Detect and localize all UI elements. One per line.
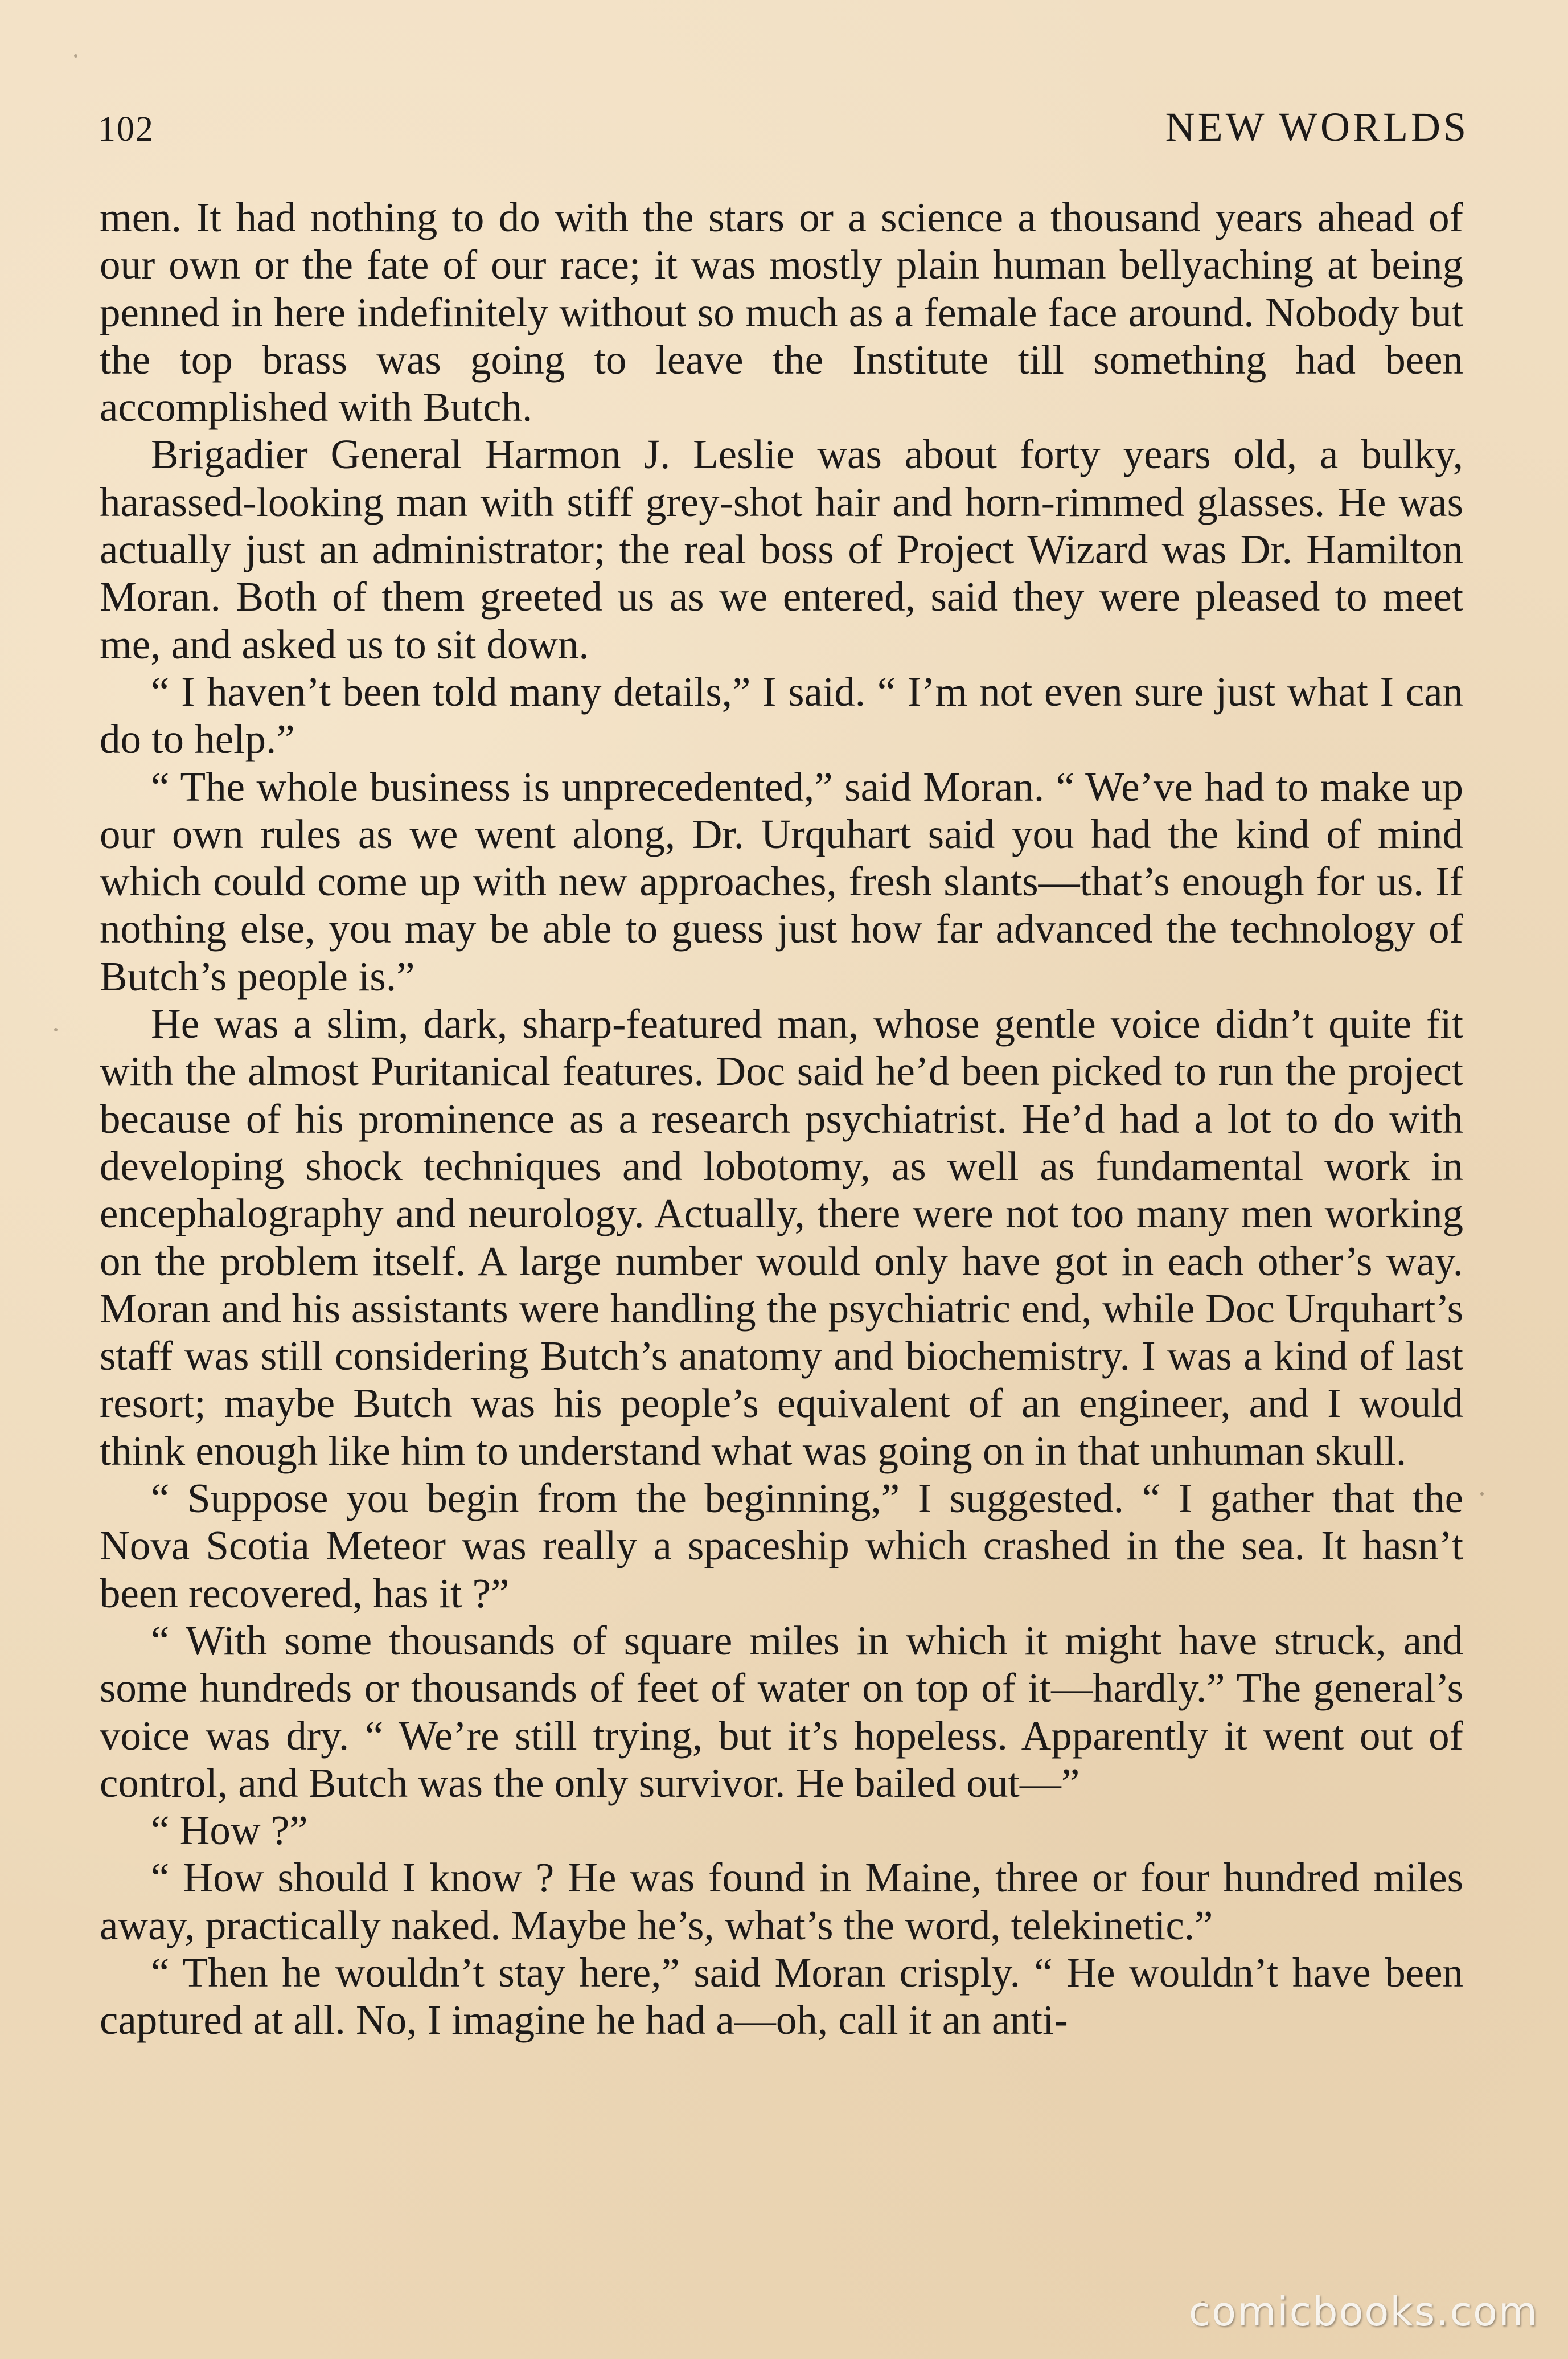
paper-speck	[54, 1028, 58, 1031]
paragraph: “ I haven’t been told many details,” I said. “ I’m not even sure just what I can do to help.”	[100, 668, 1463, 763]
paragraph: “ Suppose you begin from the beginning,” I suggested. “ I gather that the Nova Scotia Meteor was really a spaceship which crashed in the sea. It hasn’t been recovered, has it ?”	[100, 1475, 1463, 1616]
paper-speck	[1480, 1492, 1484, 1496]
paragraph: “ How should I know ? He was found in Maine, three or four hundred miles away, practically naked. Maybe he’s, what’s the word, telekinetic.”	[100, 1854, 1463, 1948]
paragraph: Brigadier General Harmon J. Leslie was about forty years old, a bulky, harassed-looking man with stiff grey-shot hair and horn-rimmed glasses. He was actually just an administrator; the real boss of Project Wizard was Dr. Hamilton Moran. Both of them greeted us as we entered, said they were pleased to meet me, and asked us to sit down.	[100, 431, 1463, 667]
paragraph: He was a slim, dark, sharp-featured man, whose gentle voice didn’t quite fit with the almost Puritanical features. Doc said he’d been picked to run the project because of his prominence as a research psychiatrist. He’d had a lot to do with developing shock techniques and lobotomy, as well as fundamental work in encephalography and neurology. Actually, there were not too many men working on the problem itself. A large number would only have got in each other’s way. Moran and his assistants were handling the psychiatric end, while Doc Urquhart’s staff was still considering Butch’s anatomy and biochemistry. I was a kind of last resort; maybe Butch was his people’s equivalent of an engineer, and I would think enough like him to understand what was going on in that unhuman skull.	[100, 1001, 1463, 1474]
paragraph: men. It had nothing to do with the stars or a science a thousand years ahead of our own or the fate of our race; it was mostly plain human bellyaching at being penned in here indefinitely without so much as a female face around. Nobody but the top brass was going to leave the Institute till something had been accomplished with Butch.	[100, 194, 1463, 431]
paragraph: “ With some thousands of square miles in which it might have struck, and some hundreds or thousands of feet of water on top of it—hardly.” The general’s voice was dry. “ We’re still trying, but it’s hopeless. Apparently it went out of control, and Butch was the only survivor. He bailed out—”	[100, 1617, 1463, 1806]
page-number: 102	[98, 110, 154, 149]
paragraph: “ Then he wouldn’t stay here,” said Moran crisply. “ He wouldn’t have been captured at all. No, I imagine he had a—oh, call it an anti-	[100, 1949, 1463, 2043]
paper-speck	[74, 54, 77, 58]
journal-title: NEW WORLDS	[1165, 104, 1469, 150]
watermark: comicbooks.com	[1188, 2288, 1538, 2335]
body-text	[100, 194, 1463, 2044]
paragraph: “ How ?”	[151, 1807, 308, 1854]
paragraph: “ The whole business is unprecedented,” said Moran. “ We’ve had to make up our own rules as we went along, Dr. Urquhart said you had the kind of mind which could come up with new approaches, fresh slants—that’s enough for us. If nothing else, you may be able to guess just how far advanced the technology of Butch’s people is.”	[100, 763, 1463, 1000]
running-head	[98, 97, 1469, 159]
